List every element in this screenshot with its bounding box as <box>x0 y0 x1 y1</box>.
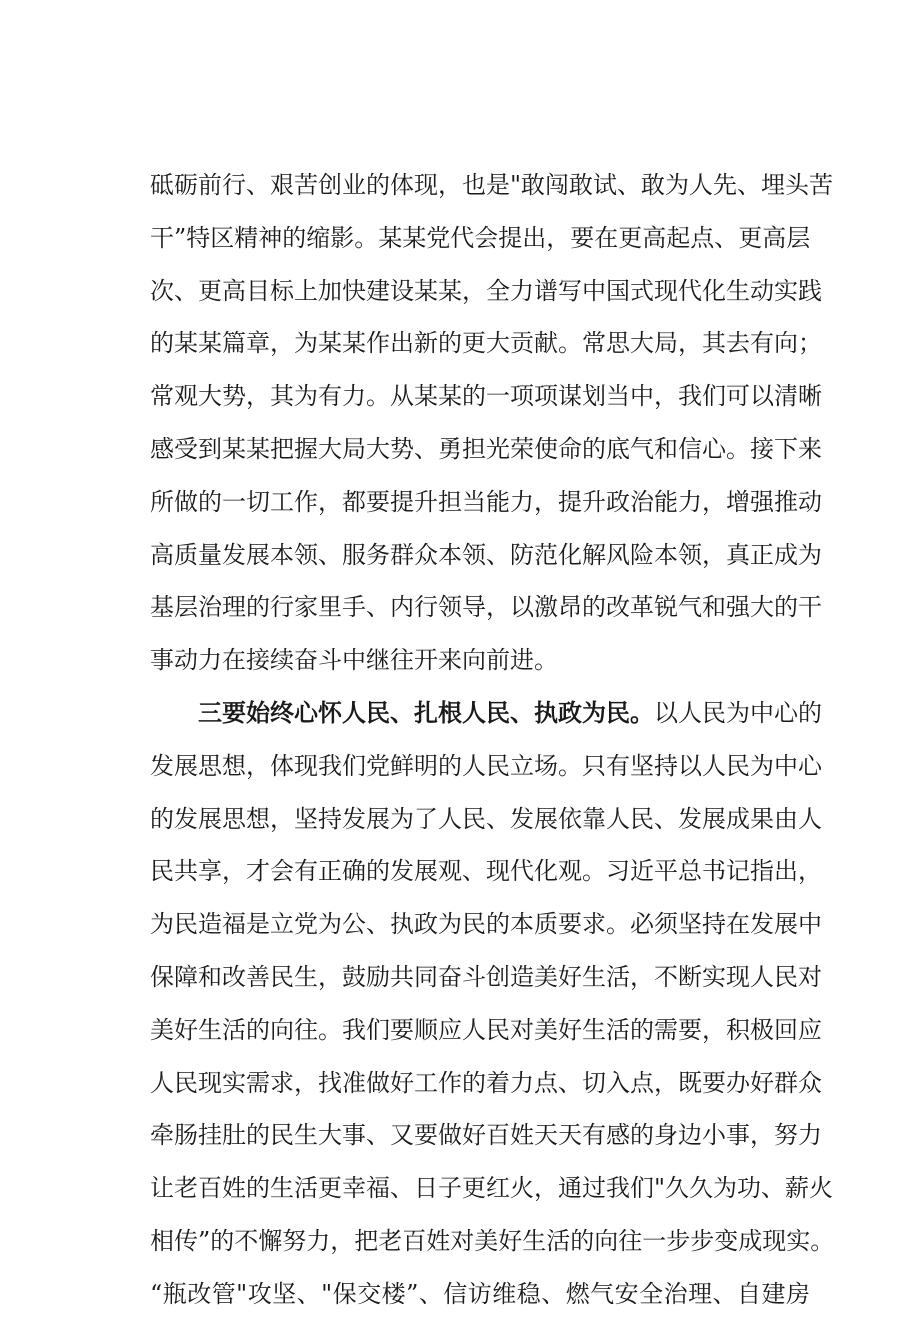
paragraph-line: 常观大势，其为有力。从某某的一项项谋划当中，我们可以清晰 <box>150 382 822 411</box>
paragraph-2 <box>150 687 835 1321</box>
paragraph-line: 相传”的不懈努力，把老百姓对美好生活的向往一步步变成现实。 <box>150 1226 835 1255</box>
paragraph-line: 基层治理的行家里手、内行领导，以激昂的改革锐气和强大的干 <box>150 593 822 622</box>
paragraph-line-rest: 以人民为中心的 <box>654 698 822 727</box>
paragraph-line: 感受到某某把握大局大势、勇担光荣使命的底气和信心。接下来 <box>150 434 822 463</box>
paragraph-line: 人民现实需求，找准做好工作的着力点、切入点，既要办好群众 <box>150 1068 822 1097</box>
paragraph-first-line <box>150 687 822 740</box>
paragraph-line: 高质量发展本领、服务群众本领、防范化解风险本领，真正成为 <box>150 540 822 569</box>
paragraph-line: 的发展思想，坚持发展为了人民、发展依靠人民、发展成果由人 <box>150 804 822 833</box>
paragraph-line: 次、更高目标上加快建设某某，全力谱写中国式现代化生动实践 <box>150 276 822 305</box>
paragraph-line: 保障和改善民生，鼓励共同奋斗创造美好生活，不断实现人民对 <box>150 962 822 991</box>
paragraph-line: 砥砺前行、艰苦创业的体现，也是"敢闯敢试、敢为人先、埋头苦 <box>150 171 834 199</box>
paragraph-heading: 三要始终心怀人民、扎根人民、执政为民。 <box>198 697 654 727</box>
paragraph-line: 事动力在接续奋斗中继往开来向前进。 <box>150 646 558 675</box>
paragraph-line: 干”特区精神的缩影。某某党代会提出，要在更高起点、更高层 <box>150 223 811 252</box>
paragraph-1 <box>150 159 834 687</box>
paragraph-line: 让老百姓的生活更幸福、日子更红火，通过我们"久久为功、薪火 <box>150 1174 834 1203</box>
paragraph-line: 牵肠挂肚的民生大事、又要做好百姓天天有感的身边小事，努力 <box>150 1121 822 1150</box>
document-body <box>150 159 835 1321</box>
paragraph-line: 发展思想，体现我们党鲜明的人民立场。只有坚持以人民为中心 <box>150 751 822 780</box>
paragraph-line: 所做的一切工作，都要提升担当能力，提升政治能力，增强推动 <box>150 487 822 516</box>
paragraph-line: 的某某篇章，为某某作出新的更大贡献。常思大局，其去有向； <box>150 329 822 358</box>
paragraph-line: 为民造福是立党为公、执政为民的本质要求。必须坚持在发展中 <box>150 910 822 939</box>
paragraph-line: “瓶改管"攻坚、"保交楼”、信访维稳、燃气安全治理、自建房 <box>150 1279 810 1308</box>
paragraph-line: 美好生活的向往。我们要顺应人民对美好生活的需要，积极回应 <box>150 1015 822 1044</box>
paragraph-line: 民共享，才会有正确的发展观、现代化观。习近平总书记指出， <box>150 857 822 886</box>
